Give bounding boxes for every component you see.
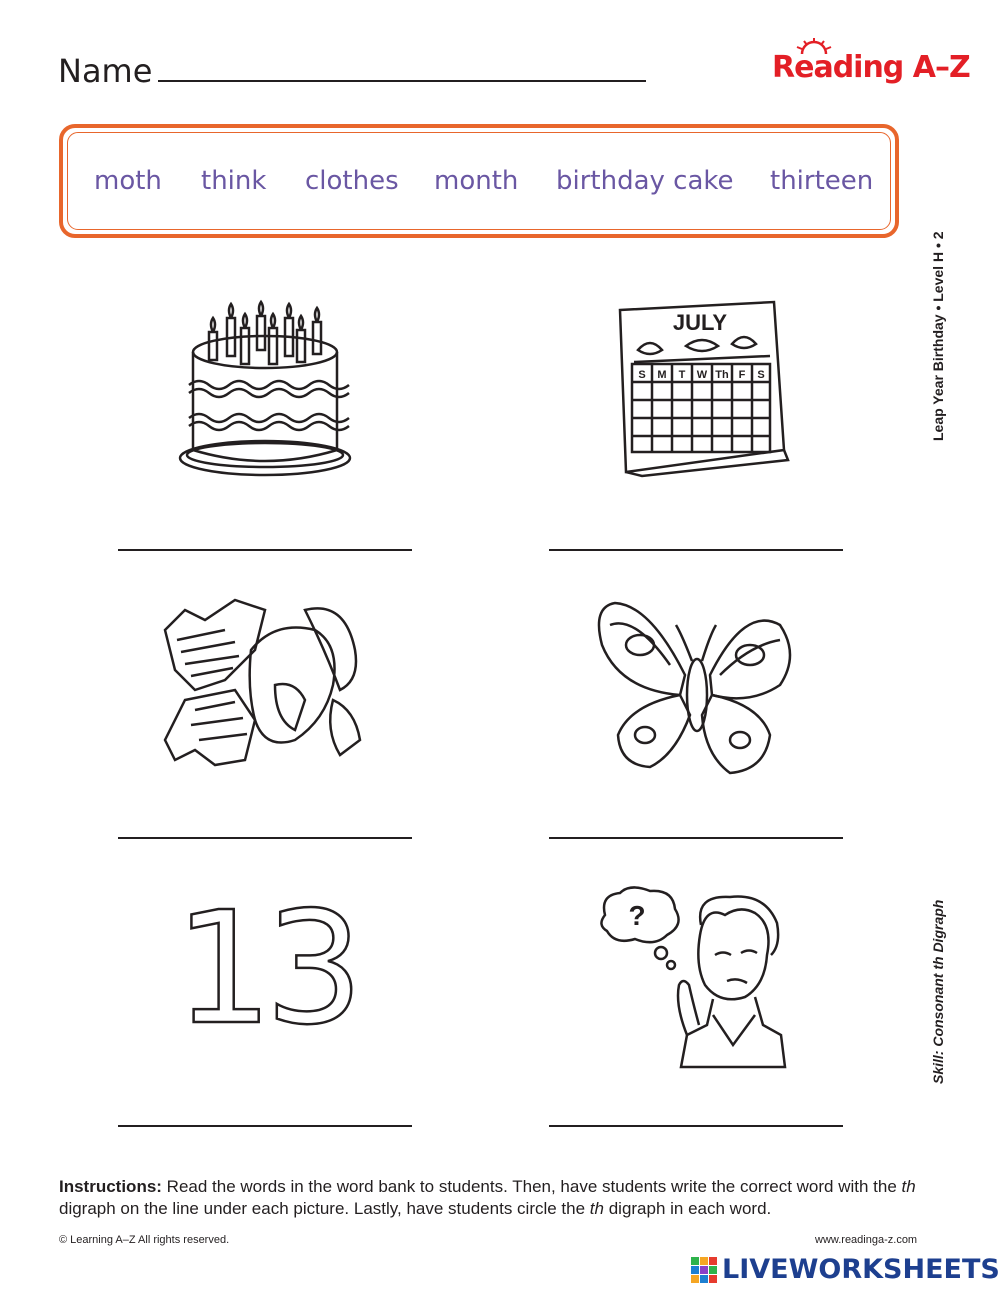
word-bank-item: thirteen bbox=[770, 166, 874, 196]
calendar-day: M bbox=[657, 369, 667, 381]
thinking-boy-icon bbox=[595, 885, 795, 1070]
brand-text: Reading A–Z bbox=[772, 50, 970, 85]
instructions-th-2: th bbox=[589, 1199, 604, 1218]
word-bank-item: birthday cake bbox=[556, 166, 734, 196]
copyright: © Learning A–Z All rights reserved. bbox=[59, 1234, 230, 1246]
instructions-text-3: digraph in each word. bbox=[603, 1199, 772, 1218]
answer-line-1[interactable] bbox=[118, 549, 412, 551]
birthday-cake-icon bbox=[175, 290, 360, 490]
word-bank-item: think bbox=[201, 166, 267, 196]
side-skill: Skill: Consonant th Digraph bbox=[930, 899, 946, 1084]
calendar-day: F bbox=[738, 369, 746, 381]
number-text: 13 bbox=[174, 878, 356, 1059]
answer-line-4[interactable] bbox=[549, 837, 843, 839]
word-bank-item: month bbox=[434, 166, 519, 196]
calendar-day: S bbox=[638, 369, 646, 381]
instructions-label: Instructions: bbox=[59, 1177, 162, 1196]
question-mark: ? bbox=[628, 900, 646, 931]
number-thirteen-icon bbox=[174, 878, 356, 1059]
answer-line-3[interactable] bbox=[118, 837, 412, 839]
name-label: Name bbox=[58, 52, 153, 90]
name-write-line[interactable] bbox=[158, 80, 646, 82]
answer-line-6[interactable] bbox=[549, 1125, 843, 1127]
word-bank-item: moth bbox=[94, 166, 162, 196]
calendar-icon bbox=[612, 300, 792, 480]
instructions-text-2: digraph on the line under each picture. Lastly, have students circle the bbox=[59, 1199, 590, 1218]
side-title: Leap Year Birthday • Level H • 2 bbox=[930, 231, 946, 441]
calendar-month: JULY bbox=[672, 310, 728, 335]
liveworksheets-text: LIVEWORKSHEETS bbox=[722, 1254, 1000, 1285]
instructions-text-1: Read the words in the word bank to students. Then, have students write the correct word with the bbox=[161, 1177, 902, 1196]
site-url: www.readinga-z.com bbox=[815, 1234, 918, 1246]
calendar-day: W bbox=[696, 369, 708, 381]
calendar-day: Th bbox=[715, 369, 729, 381]
calendar-day: T bbox=[678, 369, 686, 381]
word-bank-item: clothes bbox=[305, 166, 399, 196]
instructions bbox=[59, 1176, 919, 1220]
clothes-icon bbox=[155, 590, 370, 780]
instructions-th-1: th bbox=[901, 1177, 916, 1196]
answer-line-2[interactable] bbox=[549, 549, 843, 551]
reading-az-logo bbox=[772, 40, 970, 92]
answer-line-5[interactable] bbox=[118, 1125, 412, 1127]
moth-icon bbox=[590, 595, 805, 780]
calendar-day: S bbox=[757, 369, 765, 381]
liveworksheets-blocks-icon bbox=[690, 1256, 720, 1286]
